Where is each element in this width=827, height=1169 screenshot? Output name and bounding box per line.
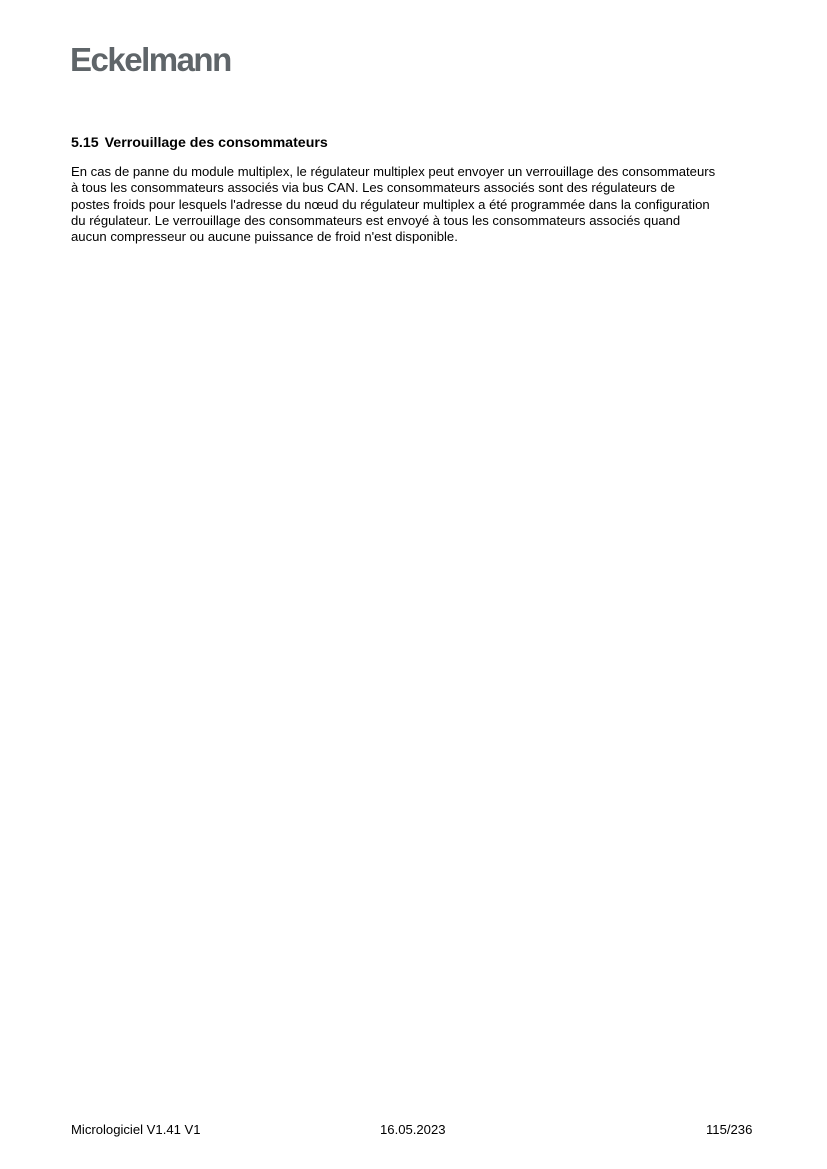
section-title: Verrouillage des consommateurs — [104, 135, 328, 151]
section-body — [71, 164, 771, 245]
body-line: postes froids pour lesquels l'adresse du nœud du régulateur multiplex a été programmée dans la configuration — [71, 196, 710, 212]
body-line: aucun compresseur ou aucune puissance de froid n'est disponible. — [71, 229, 458, 245]
footer-document-version: Micrologiciel V1.41 V1 — [71, 1122, 201, 1137]
body-line: En cas de panne du module multiplex, le régulateur multiplex peut envoyer un verrouillage des consommateurs — [71, 164, 716, 179]
body-line: du régulateur. Le verrouillage des consommateurs est envoyé à tous les consommateurs associés quand — [71, 212, 681, 228]
section-number: 5.15 — [71, 135, 99, 151]
footer-date: 16.05.2023 — [380, 1122, 446, 1137]
brand-logo: Eckelmann — [70, 41, 231, 78]
body-line: à tous les consommateurs associés via bus CAN. Les consommateurs associés sont des régulateurs de — [71, 180, 676, 196]
footer-page-number: 115/236 — [706, 1122, 753, 1137]
section-heading — [71, 133, 328, 153]
